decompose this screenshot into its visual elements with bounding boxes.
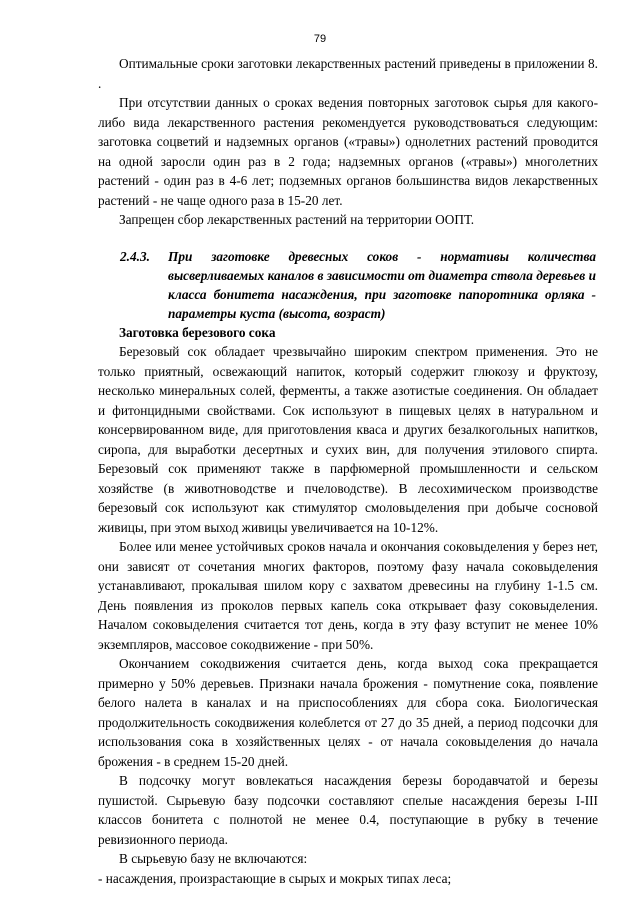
list-item: - насаждения, произрастающие в сырых и мокрых типах леса;: [98, 870, 452, 886]
subheading: Заготовка березового сока: [119, 324, 276, 340]
paragraph: Запрещен сбор лекарственных растений на территории ООПТ.: [119, 212, 475, 227]
section-title: При заготовке древесных соков - нормативы количества высверливаемых каналов в зависимости от диаметра ствола деревьев и класса бонитета насаждения, при заготовке папоротника орляка - параметры куста (высота, возраст): [168, 248, 596, 321]
paragraph: Оптимальные сроки заготовки лекарственных растений приведены в приложении 8. .: [98, 56, 598, 91]
paragraph: В сырьевую базу не включаются:: [119, 851, 308, 866]
section-heading: [120, 247, 598, 323]
page-number: 79: [313, 33, 327, 45]
paragraph: При отсутствии данных о сроках ведения повторных заготовок сырья для какого-либо вида лекарственного растения рекомендуется руководствоваться следующим: заготовка соцветий и надземных органов («травы») однолетних растений проводится на одной заросли один раз в 2 года; надземных органов («травы») многолетних растений - один раз в 4-6 лет; подземных органов большинства видов лекарственных растений - не чаще одного раза в 15-20 лет.: [98, 95, 598, 208]
paragraph: Березовый сок обладает чрезвычайно широким спектром применения. Это не только приятный, освежающий напиток, который содержит глюкозу и фруктозу, несколько минеральных солей, ферменты, а также азотистые соединения. Он обладает и фитонцидными свойствами. Сок используют в пищевых целях в натуральном и консервированном виде, для приготовления кваса и других безалкогольных напитков, сиропа, для выработки десертных и сухих вин, для получения этилового спирта. Березовый сок применяют также в парфюмерной промышленности и сельском хозяйстве (в животноводстве и пчеловодстве). В лесохимическом производстве березовый сок используют как стимулятор смоловыделения при добыче сосновой живицы, при этом выход живицы увеличивается на 10-12%.: [98, 344, 598, 535]
document-body: [98, 54, 598, 888]
paragraph: Окончанием сокодвижения считается день, когда выход сока прекращается примерно у 50% деревьев. Признаки начала брожения - помутнение сока, появление белого налета в каналах и на приспособлениях для сбора сока. Биологическая продолжительность сокодвижения колеблется от 27 до 35 дней, а период подсочки для использования сока в хозяйственных целях - от начала соковыделения до начала брожения - в среднем 15-20 дней.: [98, 656, 598, 769]
paragraph: Более или менее устойчивых сроков начала и окончания соковыделения у берез нет, они зависят от сочетания многих факторов, поэтому фазу начала соковыделения устанавливают, прокалывая шилом кору с захватом древесины на глубину 1-1.5 см. День появления из проколов первых капель сока открывает фазу соковыделения. Началом соковыделения считается тот день, когда в эту фазу вступит не менее 10% экземпляров, массовое сокодвижение - при 50%.: [98, 539, 598, 652]
paragraph: В подсочку могут вовлекаться насаждения березы бородавчатой и березы пушистой. Сырьевую базу подсочки составляют спелые насаждения березы I-III классов бонитета с полнотой не менее 0.4, поступающие в рубку в течение ревизионного периода.: [98, 773, 598, 847]
section-number: 2.4.3.: [120, 248, 150, 264]
